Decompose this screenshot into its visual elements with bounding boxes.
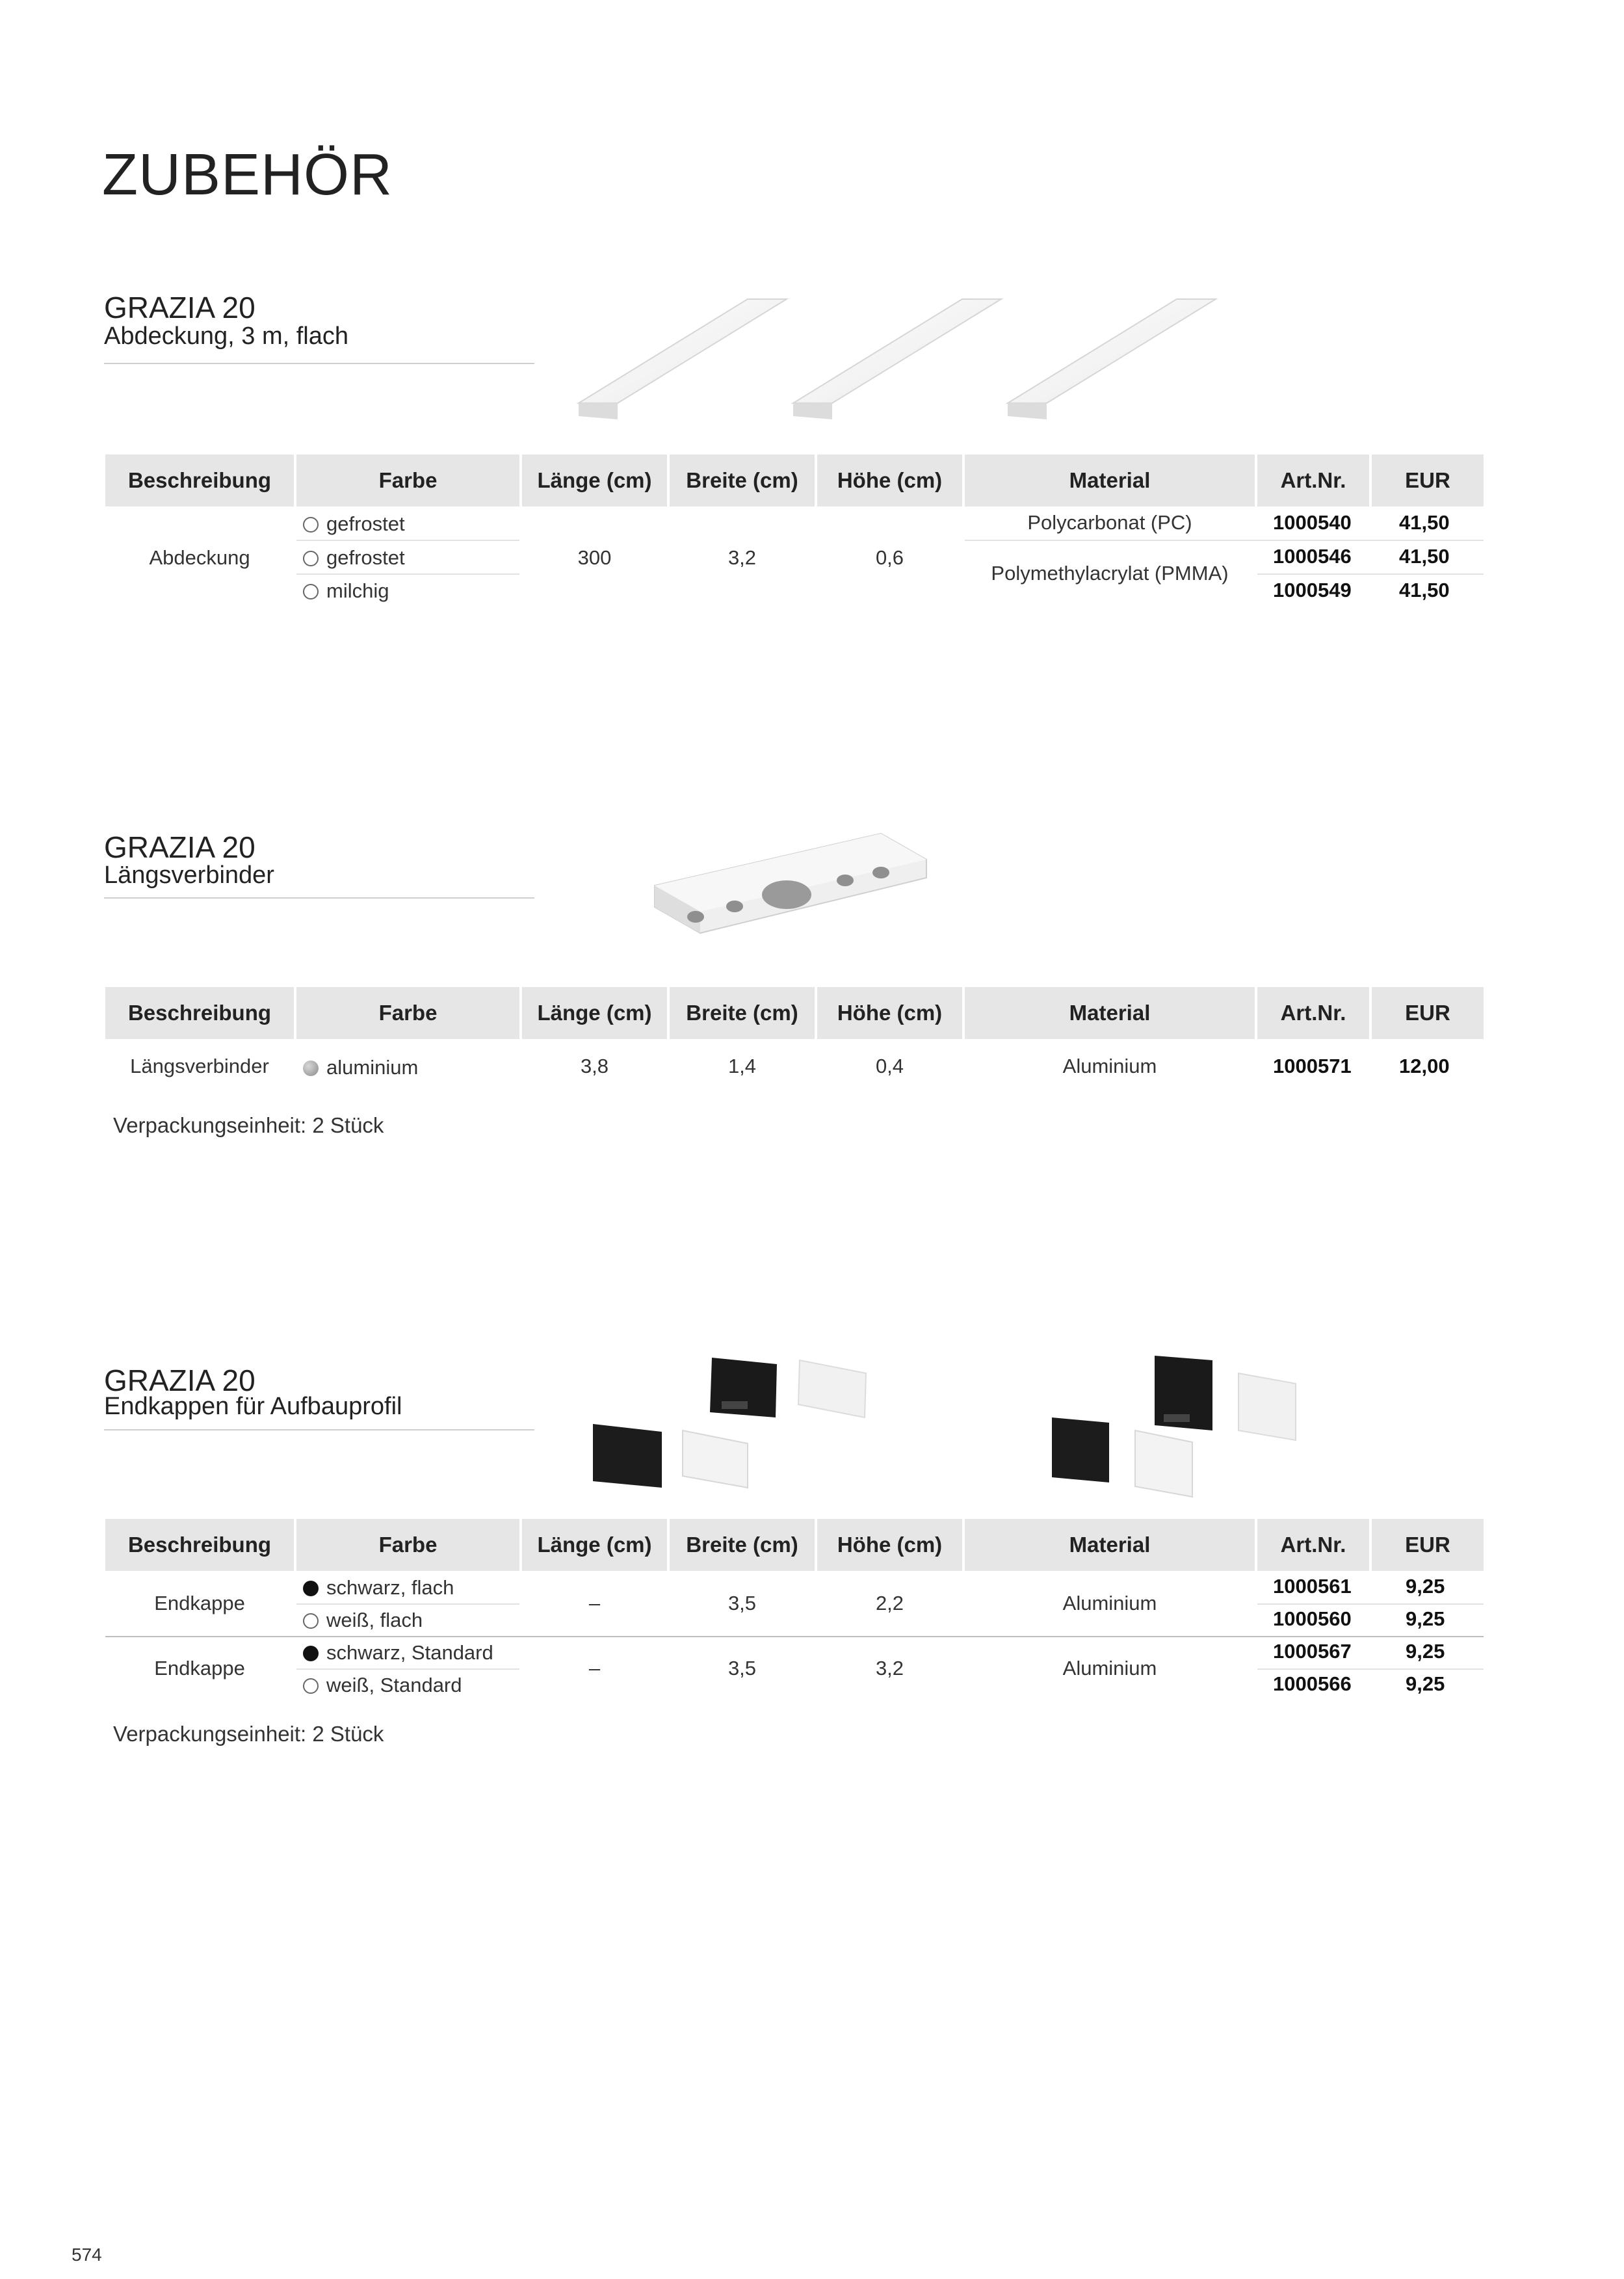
- header-breite: Breite (cm): [670, 987, 815, 1039]
- endcap-white-standard-front: [1135, 1430, 1192, 1497]
- cell-artnr: 1000566: [1273, 1672, 1352, 1695]
- cell-beschreibung: Längsverbinder: [130, 1055, 269, 1077]
- section-divider: [104, 1429, 534, 1430]
- header-beschreibung: Beschreibung: [105, 1519, 294, 1571]
- cell-farbe: schwarz, Standard: [303, 1641, 493, 1665]
- header-farbe: Farbe: [296, 454, 519, 507]
- cell-artnr: 1000546: [1273, 545, 1352, 568]
- section-title: GRAZIA 20: [104, 830, 255, 864]
- cell-laenge: –: [588, 1657, 601, 1680]
- swatch-weiss: [303, 1678, 319, 1694]
- header-laenge: Länge (cm): [522, 454, 667, 507]
- connector-plate: [655, 834, 926, 933]
- swatch-milchig: [303, 584, 319, 599]
- cell-artnr: 1000560: [1273, 1607, 1352, 1630]
- packaging-note: Verpackungseinheit: 2 Stück: [113, 1113, 384, 1137]
- cover-strip-1: [579, 299, 787, 419]
- header-eur: EUR: [1372, 987, 1484, 1039]
- cell-material: Aluminium: [1062, 1055, 1157, 1077]
- cell-eur: 41,50: [1399, 511, 1450, 534]
- header-hoehe: Höhe (cm): [817, 1519, 962, 1571]
- cell-eur: 41,50: [1399, 579, 1450, 601]
- cell-eur: 41,50: [1399, 545, 1450, 568]
- cell-laenge: 3,8: [580, 1055, 609, 1077]
- cell-eur: 9,25: [1406, 1575, 1445, 1598]
- endcap-black-flat-front: [593, 1424, 662, 1488]
- swatch-schwarz: [303, 1581, 319, 1596]
- header-farbe: Farbe: [296, 1519, 519, 1571]
- endcap-black-standard-back: [1155, 1356, 1212, 1430]
- endcap-white-flat-front: [683, 1430, 748, 1488]
- header-material: Material: [965, 987, 1255, 1039]
- swatch-gefrostet: [303, 551, 319, 566]
- endcap-white-flat-back: [798, 1360, 866, 1417]
- cell-material: Aluminium: [1062, 1592, 1157, 1614]
- connector-image: [647, 826, 933, 943]
- header-artnr: Art.Nr.: [1257, 987, 1369, 1039]
- endcap-black-flat-back: [710, 1358, 777, 1417]
- header-material: Material: [965, 1519, 1255, 1571]
- section-subtitle: Endkappen für Aufbauprofil: [104, 1393, 402, 1420]
- cell-beschreibung: Endkappe: [154, 1657, 245, 1680]
- header-farbe: Farbe: [296, 987, 519, 1039]
- endcap-black-standard-front: [1052, 1417, 1109, 1482]
- cell-hoehe: 0,4: [875, 1055, 904, 1077]
- page-number: 574: [72, 2245, 102, 2265]
- cell-artnr: 1000540: [1273, 511, 1352, 534]
- section-subtitle: Längsverbinder: [104, 862, 274, 889]
- header-eur: EUR: [1372, 1519, 1484, 1571]
- cell-beschreibung: Endkappe: [154, 1592, 245, 1614]
- cell-hoehe: 3,2: [875, 1657, 904, 1680]
- section-title: GRAZIA 20: [104, 291, 255, 324]
- cell-farbe: gefrostet: [303, 512, 405, 536]
- header-eur: EUR: [1372, 454, 1484, 507]
- cell-artnr: 1000567: [1273, 1640, 1352, 1663]
- cell-hoehe: 0,6: [875, 546, 904, 569]
- header-artnr: Art.Nr.: [1257, 1519, 1369, 1571]
- cell-breite: 3,5: [727, 1592, 757, 1614]
- cell-farbe: gefrostet: [303, 546, 405, 570]
- cell-farbe: schwarz, flach: [303, 1576, 454, 1600]
- cell-farbe: aluminium: [303, 1056, 418, 1079]
- endcap-white-standard-back: [1238, 1373, 1296, 1440]
- header-hoehe: Höhe (cm): [817, 454, 962, 507]
- cell-eur: 9,25: [1406, 1672, 1445, 1695]
- section-divider: [104, 363, 534, 364]
- cell-material: Aluminium: [1062, 1657, 1157, 1680]
- cell-farbe: weiß, Standard: [303, 1674, 462, 1697]
- cell-artnr: 1000549: [1273, 579, 1352, 601]
- cell-breite: 1,4: [727, 1055, 757, 1077]
- cell-artnr: 1000571: [1273, 1055, 1352, 1077]
- endcaps-image: [585, 1352, 1313, 1502]
- cell-laenge: 300: [577, 546, 612, 569]
- cell-farbe: milchig: [303, 579, 389, 603]
- cover-strip-2: [793, 299, 1001, 419]
- cell-hoehe: 2,2: [875, 1592, 904, 1614]
- packaging-note: Verpackungseinheit: 2 Stück: [113, 1722, 384, 1746]
- section-title: GRAZIA 20: [104, 1363, 255, 1397]
- swatch-weiss: [303, 1613, 319, 1629]
- header-breite: Breite (cm): [670, 454, 815, 507]
- header-artnr: Art.Nr.: [1257, 454, 1369, 507]
- swatch-schwarz: [303, 1646, 319, 1661]
- cover-strips-image: [572, 296, 1300, 426]
- swatch-gefrostet: [303, 517, 319, 533]
- cell-eur: 12,00: [1399, 1055, 1450, 1077]
- header-beschreibung: Beschreibung: [105, 454, 294, 507]
- cell-breite: 3,2: [727, 546, 757, 569]
- cover-strip-3: [1008, 299, 1216, 419]
- section-divider: [104, 897, 534, 899]
- page-title: ZUBEHÖR: [102, 142, 393, 207]
- cell-beschreibung: Abdeckung: [149, 546, 250, 569]
- cell-material: Polycarbonat (PC): [1027, 511, 1192, 534]
- section-subtitle: Abdeckung, 3 m, flach: [104, 323, 348, 350]
- header-material: Material: [965, 454, 1255, 507]
- header-laenge: Länge (cm): [522, 987, 667, 1039]
- swatch-aluminium: [303, 1060, 319, 1076]
- header-laenge: Länge (cm): [522, 1519, 667, 1571]
- cell-laenge: –: [588, 1592, 601, 1614]
- cell-breite: 3,5: [727, 1657, 757, 1680]
- cell-farbe: weiß, flach: [303, 1609, 423, 1632]
- cell-material: Polymethylacrylat (PMMA): [991, 562, 1229, 585]
- header-breite: Breite (cm): [670, 1519, 815, 1571]
- cell-eur: 9,25: [1406, 1607, 1445, 1630]
- cell-artnr: 1000561: [1273, 1575, 1352, 1598]
- cell-eur: 9,25: [1406, 1640, 1445, 1663]
- row-separator: [105, 1636, 1484, 1637]
- header-beschreibung: Beschreibung: [105, 987, 294, 1039]
- header-hoehe: Höhe (cm): [817, 987, 962, 1039]
